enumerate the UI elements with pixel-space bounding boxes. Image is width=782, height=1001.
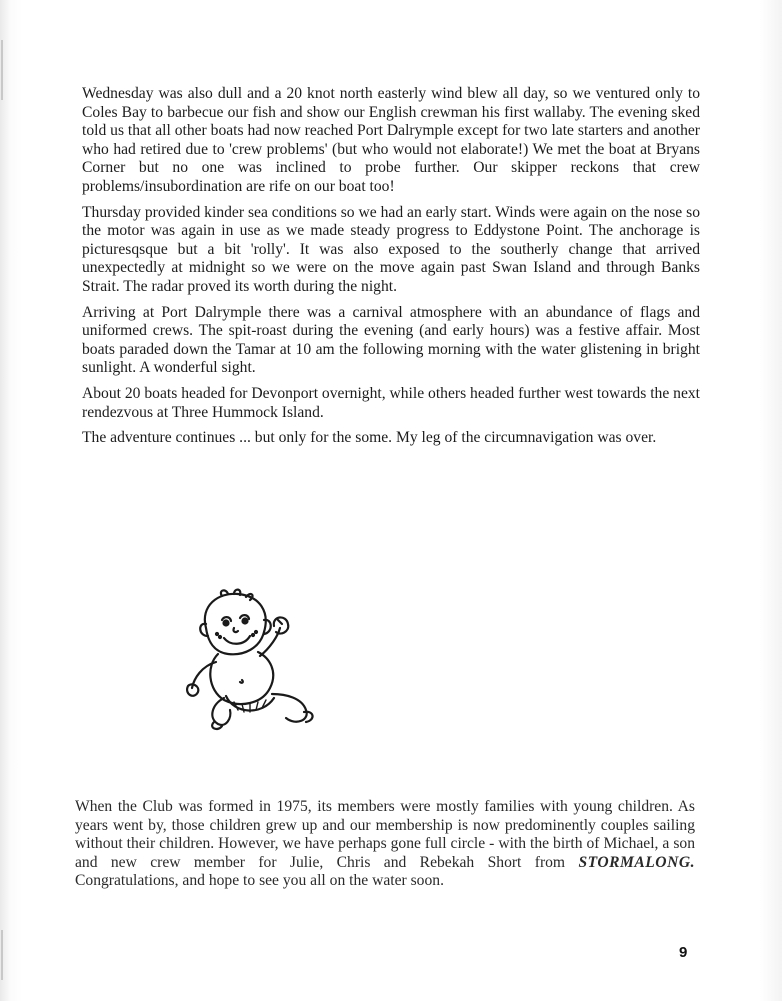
scan-edge-mark [1, 930, 3, 980]
article-paragraph: Arriving at Port Dalrymple there was a carnival atmosphere with an abundance of flags and uniformed crews. The spit-roast during the evening (and early hours) was a festive affair. Most boats paraded down the Tamar at 10 am the following morning with the water glistening in bright sunlight. A wonderful sight. [82, 303, 700, 377]
scan-edge-mark [1, 40, 3, 100]
cartoon-baby-icon [178, 586, 323, 734]
article-paragraph: The adventure continues ... but only for the some. My leg of the circumnavigation was over. [82, 429, 657, 447]
boat-name: STORMALONG. [578, 853, 695, 871]
notice-text: Congratulations, and hope to see you all on the water soon. [75, 872, 444, 890]
page-number: 9 [679, 944, 688, 961]
club-notice [75, 798, 695, 891]
article-paragraph: Thursday provided kinder sea conditions so we had an early start. Winds were again on the nose so the motor was again in use as we made steady progress to Eddystone Point. The anchorage is picturesqsque but a bit 'rolly'. It was also exposed to the southerly change that arrived unexpectedly at midnight so we were on the move again past Swan Island and through Banks Strait. The radar proved its worth during the night. [82, 203, 700, 295]
article-paragraph: About 20 boats headed for Devonport overnight, while others headed further west towards the next rendezvous at Three Hummock Island. [82, 384, 700, 421]
article-body [82, 85, 700, 455]
club-notice-paragraph [75, 798, 695, 891]
notice-text: When the Club was formed in 1975, its members were mostly families with young children. As years went by, those children grew up and our membership is now predominently couples sailing without their children. However, we have perhaps gone full circle - with the birth of Michael, a son and new crew member for Julie, Chris and Rebekah Short from [75, 798, 695, 871]
article-paragraph: Wednesday was also dull and a 20 knot north easterly wind blew all day, so we ventured only to Coles Bay to barbecue our fish and show our English crewman his first wallaby. The evening sked told us that all other boats had now reached Port Dalrymple except for two late starters and another who had retired due to 'crew problems' (but who would not elaborate!) We met the boat at Bryans Corner but no one was inclined to probe further. Our skipper reckons that crew problems/insubordination are rife on our boat too! [82, 85, 700, 195]
